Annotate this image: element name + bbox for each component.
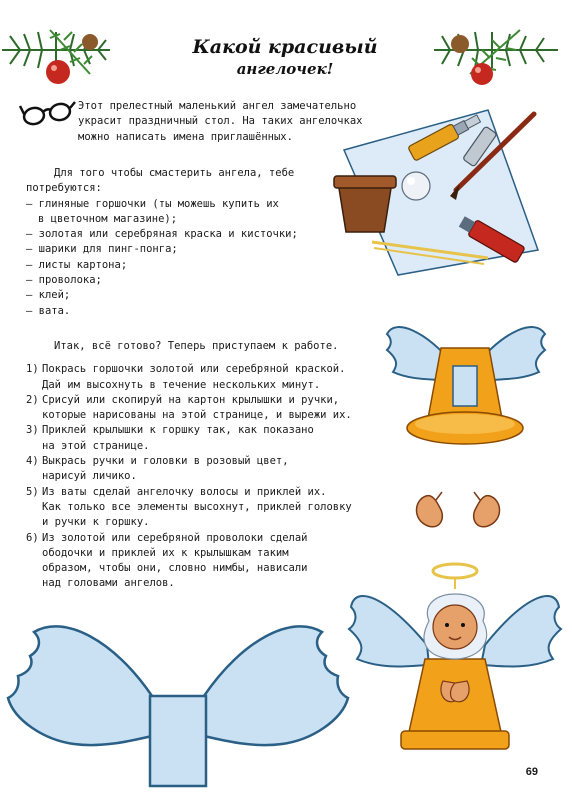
intro-line: можно написать имена приглашённых. bbox=[78, 130, 293, 143]
materials-item-continuation: в цветочном магазине); bbox=[38, 212, 178, 225]
materials-item: – глиняные горшочки (ты можешь купить их bbox=[26, 197, 279, 210]
step-line: Дай им высохнуть в течение нескольких минут. bbox=[42, 378, 321, 391]
step-line: 6) Из золотой или серебряной проволоки сделай bbox=[26, 531, 308, 544]
step-line: Как только все элементы высохнут, приклей головку bbox=[42, 500, 352, 513]
page-number: 69 bbox=[525, 766, 538, 778]
step-line: ободочки и приклей их к крылышкам таким bbox=[42, 546, 289, 559]
pine-branch-left-illustration bbox=[0, 10, 120, 100]
step-line: образом, чтобы они, словно нимбы, нависали bbox=[42, 562, 308, 575]
step-line: 4) Выкрась ручки и головки в розовый цвет, bbox=[26, 455, 289, 468]
intro-line: украсит праздничный стол. На таких ангелочках bbox=[78, 115, 363, 128]
glasses-icon bbox=[20, 98, 76, 128]
page-title-line-1: Какой красивый bbox=[192, 36, 378, 58]
intro-paragraph bbox=[78, 99, 362, 145]
winged-pot-illustration bbox=[385, 320, 565, 460]
page-title bbox=[160, 36, 410, 78]
materials-item: – вата. bbox=[26, 304, 71, 317]
materials-section bbox=[26, 166, 298, 319]
pine-branch-right-illustration bbox=[430, 10, 560, 100]
materials-intro-line: Для того чтобы смастерить ангела, тебе bbox=[54, 167, 295, 179]
step-line: 2) Срисуй или скопируй на картон крылышки и ручки, bbox=[26, 393, 340, 406]
step-line: 5) Из ваты сделай ангелочку волосы и приклей их. bbox=[26, 485, 327, 498]
step-line: 3) Приклей крылышки к горшку так, как показано bbox=[26, 424, 314, 437]
materials-item: – золотая или серебряная краска и кисточки; bbox=[26, 228, 298, 241]
materials-item: – проволока; bbox=[26, 274, 102, 287]
step-line: 1) Покрась горшочки золотой или серебряной краской. bbox=[26, 363, 346, 376]
materials-item: – шарики для пинг-понга; bbox=[26, 243, 178, 256]
intro-line: Этот прелестный маленький ангел замечательно bbox=[78, 100, 357, 112]
step-line: на этой странице. bbox=[42, 439, 150, 452]
finished-angel-illustration bbox=[345, 555, 565, 755]
step-line: нарисуй личико. bbox=[42, 470, 137, 483]
page-title-line-2: ангелочек! bbox=[236, 60, 334, 78]
materials-item: – клей; bbox=[26, 289, 71, 302]
step-line: и ручки к горшку. bbox=[42, 516, 150, 529]
step-line: которые нарисованы на этой странице, и вырежи их. bbox=[42, 409, 352, 422]
materials-item: – листы картона; bbox=[26, 258, 128, 271]
step-line: над головами ангелов. bbox=[42, 577, 175, 590]
hands-illustration bbox=[410, 490, 510, 538]
materials-intro-line: потребуются: bbox=[26, 182, 102, 195]
instructions-section bbox=[26, 339, 352, 592]
steps-intro: Итак, всё готово? Теперь приступаем к работе. bbox=[54, 340, 339, 352]
materials-illustration bbox=[338, 100, 548, 280]
wing-template-illustration bbox=[4, 610, 334, 790]
